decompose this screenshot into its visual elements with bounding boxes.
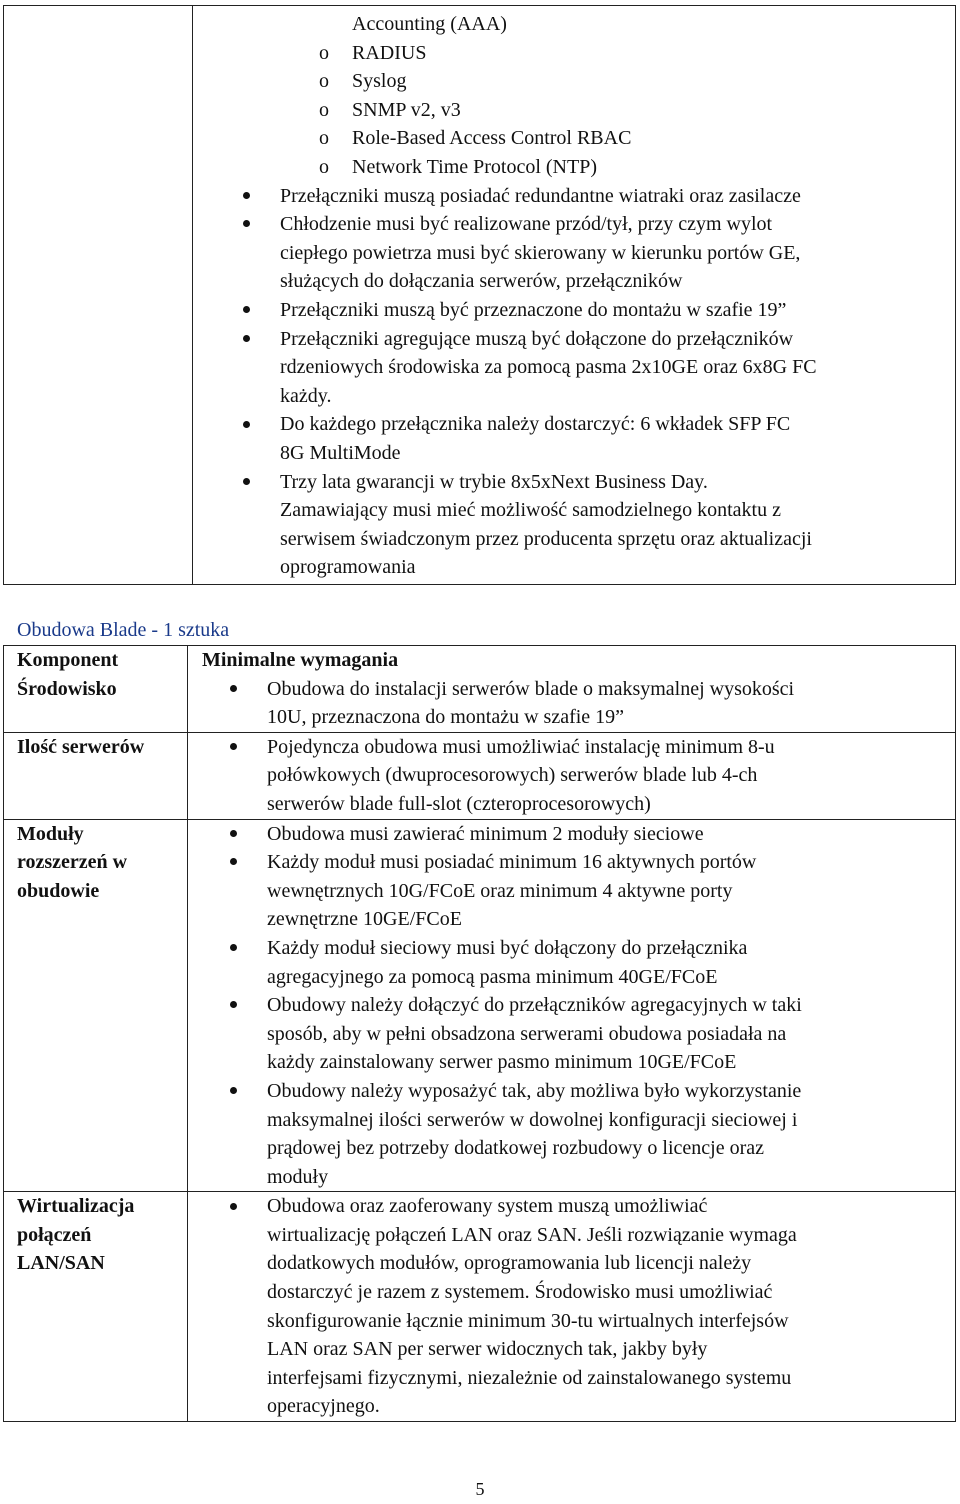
bullet-item: [229, 991, 955, 1077]
sub-item-text: Network Time Protocol (NTP): [352, 155, 597, 178]
sub-item-list: [242, 39, 942, 182]
sub-list-item: [242, 67, 942, 96]
bullet-icon: [242, 210, 280, 239]
bullet-line: 8G MultiMode: [280, 441, 401, 464]
bullet-icon: [229, 675, 267, 704]
bullet-line: Przełączniki agregujące muszą być dołączone do przełączników: [280, 327, 794, 350]
bullet-line: 10U, przeznaczona do montażu w szafie 19”: [267, 706, 625, 729]
bullet-line: ciepłego powietrza musi być skierowany w kierunku portów GE,: [280, 241, 801, 264]
sub-list-item: [242, 153, 942, 182]
bullet-item: [242, 182, 942, 211]
bullet-item: [229, 934, 955, 991]
bullet-line: Zamawiający musi mieć możliwość samodzielnego kontaktu z: [280, 499, 781, 522]
sub-list-item: [242, 39, 942, 68]
row-label-line: Wirtualizacja: [17, 1195, 135, 1218]
bullet-item: [229, 820, 955, 849]
row-label-line: połączeń: [17, 1223, 92, 1246]
bullet-line: Obudowy należy wyposażyć tak, aby możliwa było wykorzystanie: [267, 1079, 802, 1102]
bullet-line: dostarczyć je razem z systemem. Środowisko musi umożliwiać: [267, 1281, 773, 1304]
bullet-icon: [229, 820, 267, 849]
sub-item-text: RADIUS: [352, 41, 427, 64]
bullet-icon: [229, 848, 267, 877]
row-label: [4, 820, 188, 1192]
table-header-row: [4, 646, 955, 675]
spec-table: [3, 645, 956, 1422]
sub-item-text: Role-Based Access Control RBAC: [352, 127, 632, 150]
row-requirements: [188, 675, 955, 732]
row-label: [4, 675, 188, 732]
section-title: Obudowa Blade - 1 sztuka: [17, 619, 230, 641]
bullet-line: agregacyjnego za pomocą pasma minimum 40GE/FCoE: [267, 965, 718, 988]
table-row: [4, 675, 955, 732]
bullet-line: prądowej bez potrzeby dodatkowej rozbudowy o licencje oraz: [267, 1137, 765, 1160]
bullet-line: skonfigurowanie łącznie minimum 30-tu wirtualnych interfejsów: [267, 1309, 789, 1332]
bullet-line: interfejsami fizycznymi, niezależnie od zainstalowanego systemu: [267, 1366, 792, 1389]
bullet-icon: [229, 934, 267, 963]
row-label-line: Ilość serwerów: [17, 735, 145, 758]
bullet-item: [229, 1192, 955, 1421]
bullet-icon: [242, 325, 280, 354]
row-requirements: [188, 733, 955, 819]
row-requirements: [188, 1192, 955, 1421]
sub-item-marker: o: [319, 98, 329, 121]
row-label-line: obudowie: [17, 879, 100, 902]
bullet-line: zewnętrzne 10GE/FCoE: [267, 908, 462, 931]
header-requirements: Minimalne wymagania: [202, 649, 399, 671]
table-row: [4, 732, 955, 819]
bullet-list: [242, 182, 942, 582]
bullet-icon: [229, 733, 267, 762]
bullet-line: Obudowy należy dołączyć do przełączników agregacyjnych w taki: [267, 994, 802, 1017]
bullet-icon: [242, 468, 280, 497]
bullet-line: Pojedyncza obudowa musi umożliwiać instalację minimum 8-u: [267, 735, 775, 758]
bullet-item: [229, 733, 955, 819]
bullet-line: wewnętrznych 10G/FCoE oraz minimum 4 aktywne porty: [267, 879, 733, 902]
bullet-line: maksymalnej ilości serwerów w dowolnej konfiguracji sieciowej i: [267, 1108, 798, 1131]
sub-heading: Accounting (AAA): [352, 13, 507, 35]
sub-item-marker: o: [319, 127, 329, 150]
bullet-line: rdzeniowych środowiska za pomocą pasma 2x10GE oraz 6x8G FC: [280, 356, 817, 379]
bullet-line: Trzy lata gwarancji w trybie 8x5xNext Business Day.: [280, 470, 708, 493]
bullet-line: Każdy moduł sieciowy musi być dołączony do przełącznika: [267, 936, 748, 959]
spec-rows: [4, 675, 955, 1421]
page-number: 5: [475, 1479, 485, 1499]
bullet-icon: [229, 1192, 267, 1221]
bullet-line: oprogramowania: [280, 556, 416, 579]
bullet-line: dodatkowych modułów, oprogramowania lub licencji należy: [267, 1252, 752, 1275]
table-row: [4, 819, 955, 1192]
sub-item-marker: o: [319, 70, 329, 93]
bullet-line: wirtualizację połączeń LAN oraz SAN. Jeśli rozwiązanie wymaga: [267, 1223, 797, 1246]
bullet-item: [229, 1077, 955, 1191]
bullet-item: [242, 325, 942, 411]
bullet-line: Przełączniki muszą być przeznaczone do montażu w szafie 19”: [280, 298, 787, 321]
bullet-line: każdy zainstalowany serwer pasmo minimum 10GE/FCoE: [267, 1051, 737, 1074]
row-label: [4, 1192, 188, 1421]
bullet-line: służących do dołączania serwerów, przełączników: [280, 270, 683, 293]
bullet-icon: [242, 296, 280, 325]
table-row: [4, 1191, 955, 1421]
switch-requirements-cell: [242, 10, 942, 582]
bullet-line: moduły: [267, 1165, 329, 1188]
bullet-item: [242, 210, 942, 296]
sub-item-text: SNMP v2, v3: [352, 98, 461, 121]
bullet-line: operacyjnego.: [267, 1395, 380, 1418]
bullet-line: każdy.: [280, 384, 332, 407]
row-label-line: Moduły: [17, 822, 84, 845]
row-label-line: Środowisko: [17, 677, 117, 700]
bullet-line: LAN oraz SAN per serwer widocznych tak, jakby były: [267, 1338, 708, 1361]
table-column-divider: [192, 6, 193, 584]
bullet-line: Chłodzenie musi być realizowane przód/tył, przy czym wylot: [280, 213, 773, 236]
bullet-line: Obudowa oraz zaoferowany system muszą umożliwiać: [267, 1195, 708, 1218]
sub-item-text: Syslog: [352, 70, 407, 93]
bullet-icon: [242, 410, 280, 439]
continuation-table: [3, 5, 956, 585]
bullet-icon: [229, 991, 267, 1020]
sub-item-marker: o: [319, 41, 329, 64]
row-requirements: [188, 820, 955, 1192]
bullet-item: [229, 675, 955, 732]
bullet-line: połówkowych (dwuprocesorowych) serwerów blade lub 4-ch: [267, 764, 758, 787]
bullet-line: sposób, aby w pełni obsadzona serwerami obudowa posiadała na: [267, 1022, 787, 1045]
bullet-line: Przełączniki muszą posiadać redundantne wiatraki oraz zasilacze: [280, 184, 801, 207]
row-label-line: LAN/SAN: [17, 1252, 105, 1275]
bullet-item: [229, 848, 955, 934]
sub-list-item: [242, 96, 942, 125]
bullet-item: [242, 296, 942, 325]
bullet-line: Każdy moduł musi posiadać minimum 16 aktywnych portów: [267, 851, 757, 874]
bullet-line: serwerów blade full-slot (czteroprocesorowych): [267, 792, 651, 815]
row-label-line: rozszerzeń w: [17, 851, 128, 874]
bullet-icon: [242, 182, 280, 211]
sub-list-item: [242, 124, 942, 153]
row-label: [4, 733, 188, 819]
bullet-line: Obudowa do instalacji serwerów blade o maksymalnej wysokości: [267, 677, 795, 700]
bullet-line: serwisem świadczonym przez producenta sprzętu oraz aktualizacji: [280, 527, 812, 550]
bullet-line: Do każdego przełącznika należy dostarczyć: 6 wkładek SFP FC: [280, 413, 791, 436]
bullet-icon: [229, 1077, 267, 1106]
bullet-item: [242, 410, 942, 467]
sub-item-marker: o: [319, 155, 329, 178]
bullet-item: [242, 468, 942, 582]
header-component: Komponent: [4, 646, 188, 675]
bullet-line: Obudowa musi zawierać minimum 2 moduły sieciowe: [267, 822, 704, 845]
